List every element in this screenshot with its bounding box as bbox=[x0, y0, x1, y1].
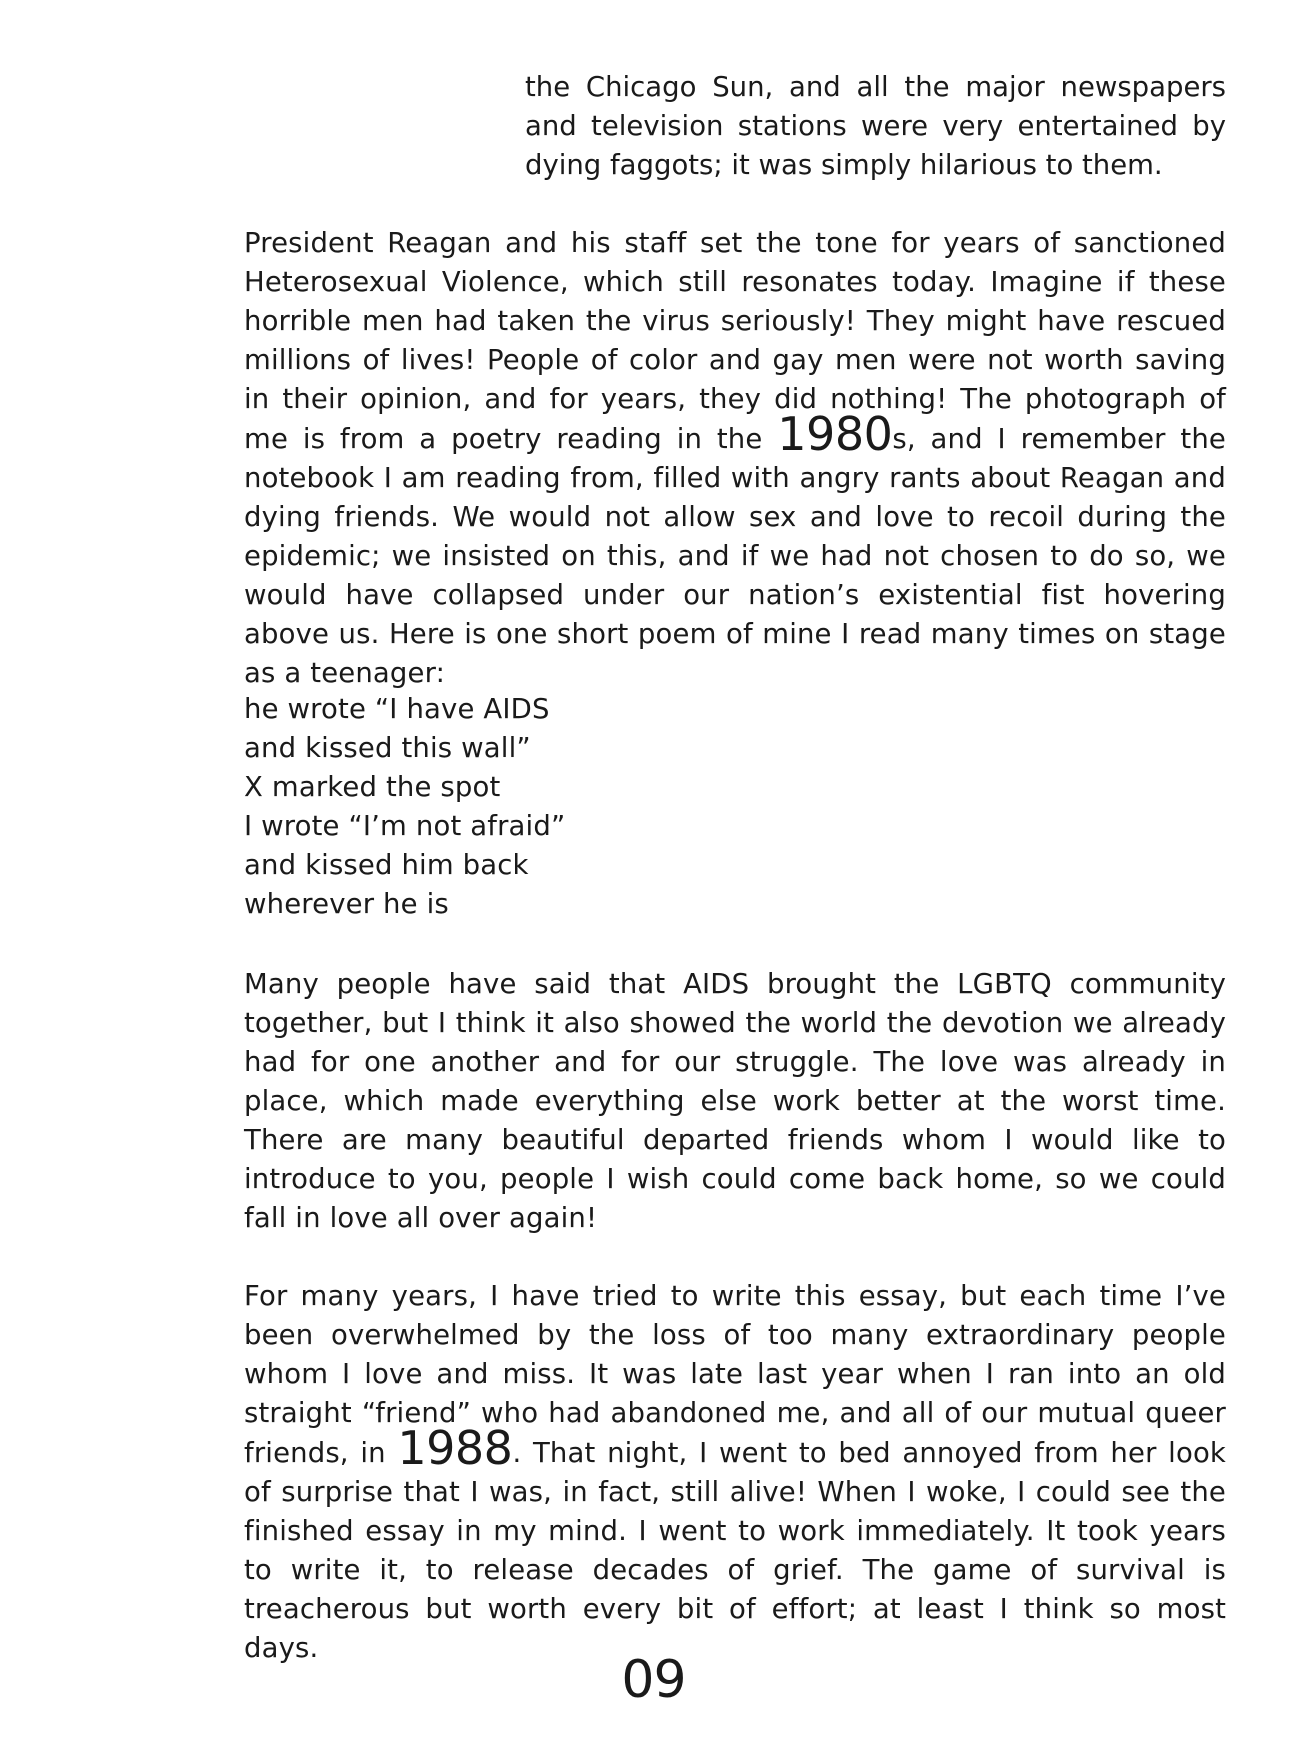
paragraph-reagan-text-after: s, and I remember the notebook I am reading from, filled with angry rants about Reagan and dying friends. We would not allow sex and love to recoil during the epidemic; we insisted on this, and if we had not chosen to do so, we would have collapsed under our nation’s existential fist hovering above us. Here is one short poem of mine I read many times on stage as a teenager: bbox=[244, 423, 1226, 689]
poem-line: and kissed him back bbox=[244, 849, 529, 881]
poem bbox=[244, 690, 1226, 924]
paragraph-community: Many people have said that AIDS brought the LGBTQ community together, but I think it also showed the world the devotion we already had for one another and for our struggle. The love was already in place, which made everything else work better at the worst time. There are many beautiful departed friends whom I would like to introduce to you, people I wish could come back home, so we could fall in love all over again! bbox=[244, 968, 1226, 1234]
paragraph-essay bbox=[244, 1277, 1226, 1668]
poem-line: X marked the spot bbox=[244, 771, 501, 803]
intro-paragraph: the Chicago Sun, and all the major newspapers and television stations were very entertained by dying faggots; it was simply hilarious to them. bbox=[525, 71, 1226, 181]
year-1980: 1980 bbox=[777, 407, 893, 461]
poem-line: and kissed this wall” bbox=[244, 732, 531, 764]
year-1988: 1988 bbox=[397, 1421, 513, 1475]
page-number: 09 bbox=[621, 1650, 686, 1710]
paragraph-reagan-text-before: President Reagan and his staff set the tone for years of sanctioned Heterosexual Violence, which still resonates today. Imagine if these horrible men had taken the virus seriously! They might have rescued millions of lives! People of color and gay men were not worth saving in their opinion, and for years, they did nothing! The photograph of me is from a poetry reading in the bbox=[244, 227, 1226, 455]
paragraph-essay-text-after: . That night, I went to bed annoyed from her look of surprise that I was, in fact, still alive! When I woke, I could see the finished essay in my mind. I went to work immediately. It took years to write it, to release decades of grief. The game of survival is treacherous but worth every bit of effort; at least I think so most days. bbox=[244, 1437, 1226, 1664]
poem-line: he wrote “I have AIDS bbox=[244, 693, 550, 725]
paragraph-essay-text-before: For many years, I have tried to write this essay, but each time I’ve been overwhelmed by the loss of too many extraordinary people whom I love and miss. It was late last year when I ran into an old straight “friend” who had abandoned me, and all of our mutual queer friends, in bbox=[244, 1280, 1226, 1469]
paragraph-reagan bbox=[244, 224, 1226, 693]
poem-line: I wrote “I’m not afraid” bbox=[244, 810, 566, 842]
poem-line: wherever he is bbox=[244, 888, 449, 920]
